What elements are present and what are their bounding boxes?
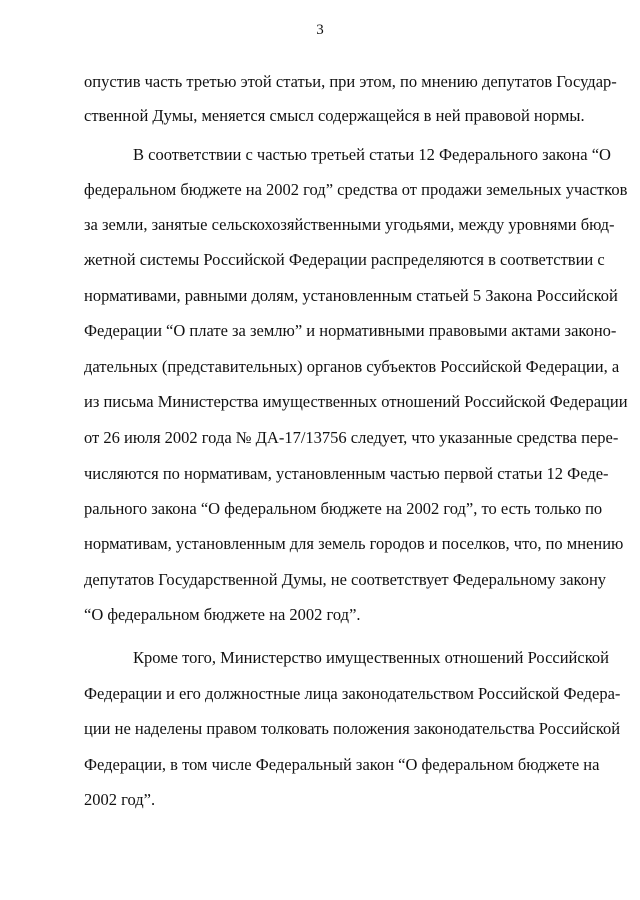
text-line: рального закона “О федеральном бюджете на 2002 год”, то есть только по — [84, 499, 603, 518]
text-line: нормативами, равными долям, установленным статьей 5 Закона Российской — [84, 286, 618, 305]
text-line: 2002 год”. — [84, 790, 156, 809]
text-line: нормативам, установленным для земель городов и поселков, что, по мнению — [84, 534, 624, 553]
text-line: от 26 июля 2002 года № ДА-17/13756 следует, что указанные средства пере- — [84, 428, 619, 447]
text-line: дательных (представительных) органов субъектов Российской Федерации, а — [84, 357, 620, 376]
text-line: Кроме того, Министерство имущественных отношений Российской — [133, 648, 609, 667]
text-line: жетной системы Российской Федерации распределяются в соответствии с — [84, 250, 605, 269]
text-line: депутатов Государственной Думы, не соответствует Федеральному закону — [84, 570, 607, 589]
text-line: из письма Министерства имущественных отношений Российской Федерации — [84, 392, 628, 411]
text-line: опустив часть третью этой статьи, при этом, по мнению депутатов Государ- — [84, 72, 617, 91]
text-line: Федерации и его должностные лица законодательством Российской Федера- — [84, 684, 621, 703]
page-number: 3 — [316, 22, 324, 38]
text-line: федеральном бюджете на 2002 год” средства от продажи земельных участков — [84, 180, 628, 199]
text-line: ции не наделены правом толковать положения законодательства Российской — [84, 719, 621, 738]
text-line: Федерации “О плате за землю” и нормативными правовыми актами законо- — [84, 321, 617, 340]
text-line: ственной Думы, меняется смысл содержащейся в ней правовой нормы. — [84, 106, 585, 125]
text-line: В соответствии с частью третьей статьи 12 Федерального закона “О — [133, 145, 611, 164]
text-line: числяются по нормативам, установленным частью первой статьи 12 Феде- — [84, 464, 609, 483]
text-line: Федерации, в том числе Федеральный закон “О федеральном бюджете на — [84, 755, 600, 774]
text-line: за земли, занятые сельскохозяйственными угодьями, между уровнями бюд- — [84, 215, 615, 234]
text-line: “О федеральном бюджете на 2002 год”. — [84, 605, 361, 624]
